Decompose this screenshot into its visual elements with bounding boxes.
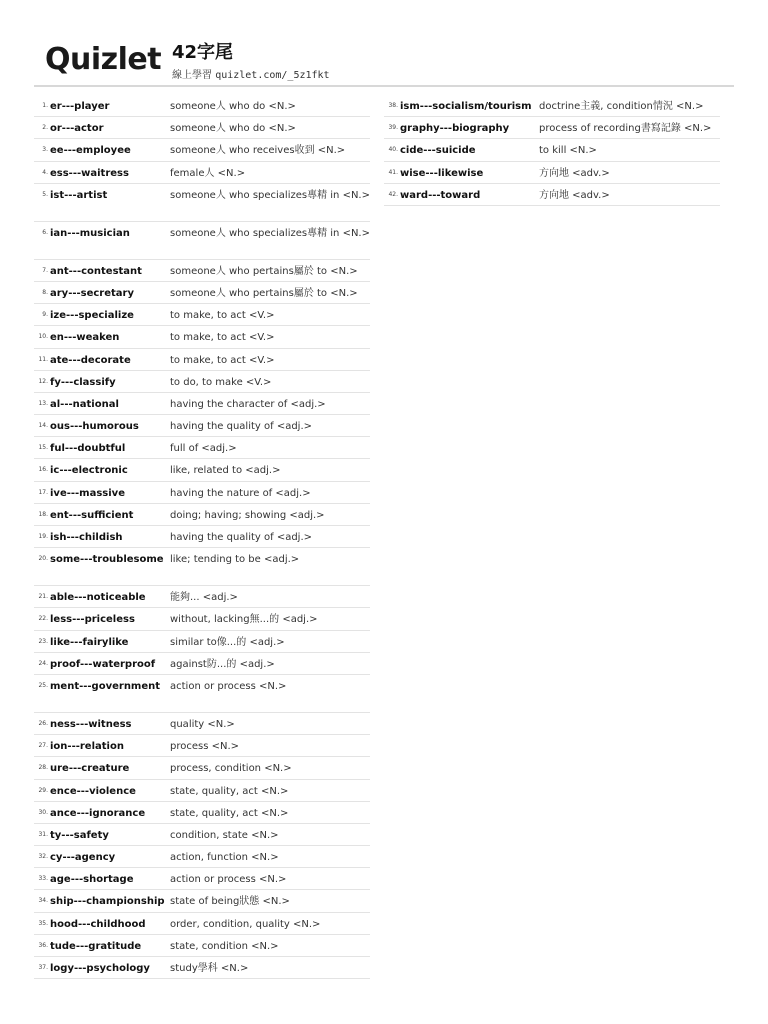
- term-definition: state, condition <N.>: [170, 940, 279, 952]
- term-definition: without, lacking無...的 <adj.>: [170, 614, 318, 626]
- term-text: ure---creature: [50, 763, 130, 775]
- term-number: 22.: [38, 615, 48, 623]
- term-row: [34, 653, 370, 675]
- term-row: [34, 713, 370, 735]
- term-text: like---fairylike: [50, 636, 129, 648]
- term-text: fy---classify: [50, 376, 116, 388]
- term-number: 9.: [42, 311, 48, 319]
- term-number: 27.: [38, 742, 48, 750]
- term-text: hood---childhood: [50, 918, 146, 930]
- term-row: [34, 757, 370, 779]
- term-number: 6.: [42, 228, 48, 236]
- term-definition: someone人 who specializes專精 in <N.>: [170, 189, 370, 201]
- term-text: ess---waitress: [50, 167, 129, 179]
- term-definition: having the nature of <adj.>: [170, 487, 311, 499]
- term-definition: to do, to make <V.>: [170, 376, 272, 388]
- term-number: 33.: [38, 875, 48, 883]
- term-definition: someone人 who pertains屬於 to <N.>: [170, 287, 358, 299]
- term-row: [34, 735, 370, 757]
- term-definition: someone人 who do <N.>: [170, 123, 296, 135]
- term-number: 25.: [38, 681, 48, 689]
- term-number: 40.: [388, 146, 398, 154]
- term-text: ize---specialize: [50, 310, 134, 322]
- term-number: 37.: [38, 964, 48, 971]
- term-number: 29.: [38, 786, 48, 794]
- term-text: ian---musician: [50, 227, 130, 239]
- term-number: 1.: [42, 102, 48, 109]
- term-text: some---troublesome: [50, 554, 164, 566]
- term-number: 24.: [38, 659, 48, 667]
- term-number: 34.: [38, 897, 48, 905]
- term-number: 17.: [38, 488, 48, 496]
- term-row: [34, 675, 370, 713]
- set-url-link[interactable]: quizlet.com/_5z1fkt: [215, 70, 330, 81]
- term-definition: action, function <N.>: [170, 852, 279, 864]
- term-text: ism---socialism/tourism: [400, 101, 532, 112]
- term-text: ent---sufficient: [50, 509, 134, 521]
- term-definition: like; tending to be <adj.>: [170, 554, 300, 566]
- term-text: or---actor: [50, 123, 104, 135]
- term-row: [34, 304, 370, 326]
- term-number: 36.: [38, 941, 48, 949]
- term-number: 19.: [38, 533, 48, 540]
- term-row: [34, 117, 370, 139]
- term-text: ful---doubtful: [50, 443, 126, 455]
- term-definition: process of recording書寫記錄 <N.>: [539, 123, 712, 135]
- term-row: [34, 824, 370, 846]
- term-row: [34, 184, 370, 222]
- term-text: er---player: [50, 101, 110, 112]
- term-text: ish---childish: [50, 532, 123, 543]
- term-row: [384, 139, 720, 161]
- term-text: cy---agency: [50, 852, 116, 864]
- term-text: ive---massive: [50, 487, 125, 499]
- term-definition: to make, to act <V.>: [170, 310, 275, 322]
- term-text: ance---ignorance: [50, 807, 146, 819]
- term-number: 28.: [38, 764, 48, 772]
- term-list-right: [384, 95, 720, 206]
- term-number: 38.: [388, 102, 398, 109]
- term-definition: 能夠... <adj.>: [170, 592, 238, 604]
- term-number: 14.: [38, 422, 48, 430]
- term-number: 13.: [38, 399, 48, 407]
- term-text: ence---violence: [50, 785, 136, 797]
- term-definition: process, condition <N.>: [170, 763, 292, 775]
- term-number: 41.: [388, 168, 398, 176]
- term-definition: action or process <N.>: [170, 874, 287, 886]
- term-row: [384, 117, 720, 139]
- term-row: [384, 95, 720, 117]
- term-number: 11.: [38, 355, 48, 363]
- term-definition: someone人 who do <N.>: [170, 101, 296, 112]
- term-definition: someone人 who pertains屬於 to <N.>: [170, 265, 358, 277]
- term-text: ous---humorous: [50, 421, 139, 433]
- term-number: 8.: [42, 288, 48, 296]
- term-definition: full of <adj.>: [170, 443, 237, 455]
- term-text: graphy---biography: [400, 123, 510, 135]
- term-text: logy---psychology: [50, 963, 150, 974]
- term-number: 2.: [42, 124, 48, 132]
- term-definition: process <N.>: [170, 741, 240, 753]
- term-text: ness---witness: [50, 718, 132, 730]
- term-definition: having the character of <adj.>: [170, 398, 326, 410]
- term-row: [34, 548, 370, 586]
- term-text: ship---championship: [50, 896, 165, 908]
- term-number: 12.: [38, 377, 48, 385]
- term-text: wise---likewise: [400, 167, 484, 179]
- term-definition: 方向地 <adv.>: [539, 167, 610, 179]
- term-definition: someone人 who receives收到 <N.>: [170, 145, 346, 157]
- term-definition: quality <N.>: [170, 718, 235, 730]
- term-definition: state, quality, act <N.>: [170, 807, 289, 819]
- quizlet-logo: Quizlet: [45, 42, 162, 77]
- subtitle-label: 線上學習: [172, 70, 212, 81]
- term-number: 26.: [38, 719, 48, 727]
- term-definition: to make, to act <V.>: [170, 332, 275, 344]
- term-row: [34, 504, 370, 526]
- term-row: [34, 780, 370, 802]
- term-row: [34, 282, 370, 304]
- term-text: tude---gratitude: [50, 940, 142, 952]
- term-text: ant---contestant: [50, 265, 142, 277]
- term-number: 39.: [388, 124, 398, 132]
- term-row: [34, 222, 370, 260]
- term-definition: having the quality of <adj.>: [170, 421, 313, 433]
- term-row: [34, 913, 370, 935]
- term-row: [34, 437, 370, 459]
- term-number: 31.: [38, 830, 48, 838]
- term-number: 15.: [38, 444, 48, 452]
- term-row: [34, 393, 370, 415]
- term-row: [34, 802, 370, 824]
- term-row: [34, 935, 370, 957]
- term-row: [34, 95, 370, 117]
- term-definition: having the quality of <adj.>: [170, 532, 313, 543]
- term-text: less---priceless: [50, 614, 135, 626]
- term-text: age---shortage: [50, 874, 134, 886]
- term-row: [34, 162, 370, 184]
- term-row: [34, 586, 370, 608]
- term-row: [34, 868, 370, 890]
- term-row: [34, 349, 370, 371]
- term-row: [384, 162, 720, 184]
- term-row: [34, 608, 370, 630]
- term-text: en---weaken: [50, 332, 120, 344]
- term-definition: someone人 who specializes專精 in <N.>: [170, 227, 370, 239]
- term-definition: action or process <N.>: [170, 680, 287, 692]
- term-text: al---national: [50, 398, 119, 410]
- term-text: ion---relation: [50, 741, 124, 753]
- set-subtitle: [172, 66, 330, 81]
- term-row: [34, 326, 370, 348]
- term-row: [34, 459, 370, 481]
- term-text: ist---artist: [50, 189, 108, 201]
- term-list-left: [34, 95, 370, 979]
- term-number: 20.: [38, 555, 48, 563]
- term-row: [34, 957, 370, 979]
- term-row: [34, 371, 370, 393]
- set-title: 42字尾: [172, 42, 234, 63]
- term-row: [34, 526, 370, 548]
- term-number: 5.: [42, 190, 48, 198]
- term-row: [34, 846, 370, 868]
- term-row: [384, 184, 720, 206]
- term-definition: against防...的 <adj.>: [170, 658, 275, 670]
- term-number: 30.: [38, 808, 48, 816]
- term-definition: doing; having; showing <adj.>: [170, 509, 325, 521]
- term-definition: state, quality, act <N.>: [170, 785, 289, 797]
- term-definition: order, condition, quality <N.>: [170, 918, 321, 930]
- term-number: 23.: [38, 637, 48, 645]
- term-text: ic---electronic: [50, 465, 128, 477]
- term-text: able---noticeable: [50, 592, 146, 604]
- header-divider: [34, 85, 734, 87]
- term-text: cide---suicide: [400, 145, 476, 157]
- term-definition: 方向地 <adv.>: [539, 189, 610, 201]
- term-number: 4.: [42, 168, 48, 176]
- term-definition: to kill <N.>: [539, 145, 597, 157]
- term-definition: doctrine主義, condition情況 <N.>: [539, 101, 704, 112]
- term-number: 3.: [42, 146, 48, 154]
- term-row: [34, 890, 370, 912]
- term-text: ate---decorate: [50, 354, 131, 366]
- term-text: ment---government: [50, 680, 161, 692]
- term-number: 32.: [38, 853, 48, 861]
- term-number: 21.: [38, 593, 48, 601]
- term-number: 7.: [42, 266, 48, 274]
- term-definition: like, related to <adj.>: [170, 465, 281, 477]
- term-definition: female人 <N.>: [170, 167, 246, 179]
- term-definition: condition, state <N.>: [170, 829, 279, 841]
- term-number: 18.: [38, 510, 48, 518]
- term-number: 16.: [38, 466, 48, 474]
- term-text: proof---waterproof: [50, 658, 156, 670]
- term-text: ty---safety: [50, 829, 109, 841]
- term-text: ary---secretary: [50, 287, 135, 299]
- term-definition: state of being狀態 <N.>: [170, 896, 290, 908]
- term-number: 42.: [388, 190, 398, 198]
- term-row: [34, 482, 370, 504]
- term-number: 10.: [38, 333, 48, 341]
- term-row: [34, 139, 370, 161]
- term-text: ee---employee: [50, 145, 131, 157]
- term-definition: to make, to act <V.>: [170, 354, 275, 366]
- term-definition: study學科 <N.>: [170, 963, 249, 974]
- term-row: [34, 631, 370, 653]
- term-row: [34, 260, 370, 282]
- term-text: ward---toward: [400, 189, 481, 201]
- term-definition: similar to像...的 <adj.>: [170, 636, 285, 648]
- term-number: 35.: [38, 919, 48, 927]
- term-row: [34, 415, 370, 437]
